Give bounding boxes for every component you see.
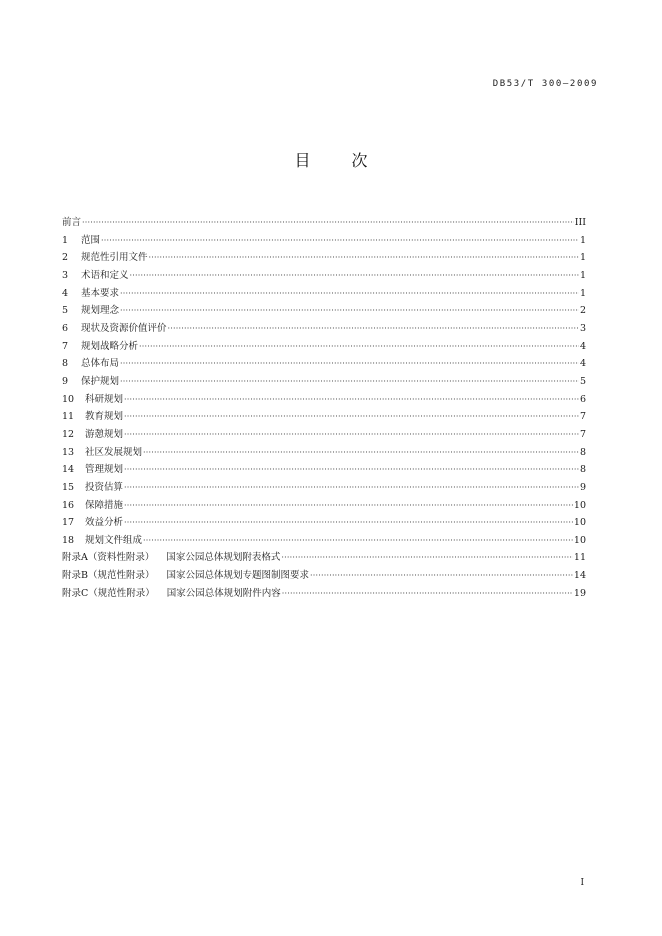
dot-leader: [282, 585, 573, 603]
toc-entry-4[interactable]: [62, 285, 586, 303]
toc-number: 9: [62, 375, 69, 387]
toc-entry-appendix-c[interactable]: [62, 585, 586, 603]
appendix-prefix: 附录C（规范性附录）: [62, 587, 155, 599]
dot-leader: [310, 567, 573, 585]
toc-label: 保障措施: [85, 499, 124, 511]
toc-entry-foreword[interactable]: [62, 214, 586, 232]
toc-page: 14: [573, 570, 586, 582]
toc-page: 7: [579, 428, 586, 440]
toc-number: 4: [62, 287, 69, 299]
toc-entry-18[interactable]: [62, 532, 586, 550]
toc-page: 2: [579, 305, 586, 317]
toc-number: 12: [62, 428, 75, 440]
dot-leader: [124, 408, 579, 426]
toc-number: 13: [62, 446, 75, 458]
toc-entry-12[interactable]: [62, 426, 586, 444]
toc-page: 1: [579, 287, 586, 299]
toc-number: 16: [62, 499, 75, 511]
toc-entry-appendix-b[interactable]: [62, 567, 586, 585]
toc-number: 8: [62, 358, 69, 370]
toc-number: 15: [62, 481, 75, 493]
dot-leader: [120, 355, 579, 373]
toc-number: 14: [62, 464, 75, 476]
toc-label: 规划战略分析: [81, 340, 139, 352]
toc-label: 科研规划: [85, 393, 124, 405]
toc-entry-15[interactable]: [62, 479, 586, 497]
toc-entry-6[interactable]: [62, 320, 586, 338]
dot-leader: [124, 391, 579, 409]
toc-number: 5: [62, 305, 69, 317]
toc-number: 17: [62, 517, 75, 529]
toc-entry-1[interactable]: [62, 232, 586, 250]
dot-leader: [281, 549, 573, 567]
toc-number: 6: [62, 322, 69, 334]
toc-label: 规划文件组成: [85, 534, 143, 546]
toc-label: 基本要求: [81, 287, 120, 299]
toc-entry-11[interactable]: [62, 408, 586, 426]
toc-label: 保护规划: [81, 375, 120, 387]
toc-page: 8: [579, 446, 586, 458]
toc-page: 7: [579, 411, 586, 423]
appendix-prefix: 附录B（规范性附录）: [62, 570, 155, 582]
dot-leader: [143, 444, 579, 462]
toc-label: 范围: [81, 234, 101, 246]
toc-page: 3: [579, 322, 586, 334]
dot-leader: [82, 214, 574, 232]
dot-leader: [149, 249, 579, 267]
toc-entry-3[interactable]: [62, 267, 586, 285]
toc-entry-14[interactable]: [62, 461, 586, 479]
toc-page: III: [574, 217, 586, 228]
toc-page: 11: [573, 552, 586, 564]
toc-number: 18: [62, 534, 75, 546]
toc-page: 6: [579, 393, 586, 405]
toc-entry-7[interactable]: [62, 338, 586, 356]
toc-page: 10: [573, 499, 586, 511]
toc-entry-5[interactable]: [62, 302, 586, 320]
toc-page: 4: [579, 358, 586, 370]
toc-page: 1: [579, 269, 586, 281]
footer-page-number: I: [580, 878, 584, 888]
toc-number: 1: [62, 234, 69, 246]
toc-page: 10: [573, 517, 586, 529]
toc-label: 国家公园总体规划附件内容: [166, 587, 281, 599]
toc-label: 游憩规划: [85, 428, 124, 440]
appendix-prefix: 附录A（资料性附录）: [62, 552, 155, 564]
toc-label: 管理规划: [85, 464, 124, 476]
toc-label: 投资估算: [85, 481, 124, 493]
toc-number: 3: [62, 269, 69, 281]
table-of-contents: [62, 214, 586, 602]
toc-label: 规范性引用文件: [81, 252, 148, 264]
dot-leader: [124, 497, 573, 515]
dot-leader: [143, 532, 573, 550]
toc-label: 教育规划: [85, 411, 124, 423]
toc-page: 8: [579, 464, 586, 476]
dot-leader: [120, 302, 579, 320]
toc-entry-appendix-a[interactable]: [62, 549, 586, 567]
toc-entry-10[interactable]: [62, 391, 586, 409]
toc-label: 总体布局: [81, 358, 120, 370]
document-code: DB53/T 300—2009: [492, 79, 598, 89]
toc-entry-9[interactable]: [62, 373, 586, 391]
toc-label: 规划理念: [81, 305, 120, 317]
dot-leader: [101, 232, 579, 250]
toc-entry-8[interactable]: [62, 355, 586, 373]
dot-leader: [139, 338, 579, 356]
toc-entry-2[interactable]: [62, 249, 586, 267]
toc-label: 现状及资源价值评价: [81, 322, 167, 334]
toc-page: 9: [579, 481, 586, 493]
toc-page: 1: [579, 234, 586, 246]
toc-entry-17[interactable]: [62, 514, 586, 532]
toc-page: 10: [573, 534, 586, 546]
dot-leader: [130, 267, 579, 285]
toc-label: 国家公园总体规划附表格式: [166, 552, 281, 564]
toc-label: 社区发展规划: [85, 446, 143, 458]
toc-label: 术语和定义: [81, 269, 129, 281]
toc-page: 1: [579, 252, 586, 264]
dot-leader: [124, 426, 579, 444]
toc-page: 19: [573, 587, 586, 599]
toc-entry-13[interactable]: [62, 444, 586, 462]
dot-leader: [120, 285, 579, 303]
toc-number: 2: [62, 252, 69, 264]
toc-number: 11: [62, 411, 75, 423]
dot-leader: [124, 461, 579, 479]
toc-number: 7: [62, 340, 69, 352]
toc-number: 10: [62, 393, 75, 405]
toc-label: 前言: [62, 217, 82, 228]
dot-leader: [124, 514, 573, 532]
toc-label: 国家公园总体规划专题图制图要求: [166, 570, 309, 582]
dot-leader: [124, 479, 579, 497]
dot-leader: [120, 373, 579, 391]
dot-leader: [168, 320, 579, 338]
toc-entry-16[interactable]: [62, 497, 586, 515]
toc-page: 5: [579, 375, 586, 387]
toc-page: 4: [579, 340, 586, 352]
toc-label: 效益分析: [85, 517, 124, 529]
page-title: 目 次: [294, 151, 386, 170]
